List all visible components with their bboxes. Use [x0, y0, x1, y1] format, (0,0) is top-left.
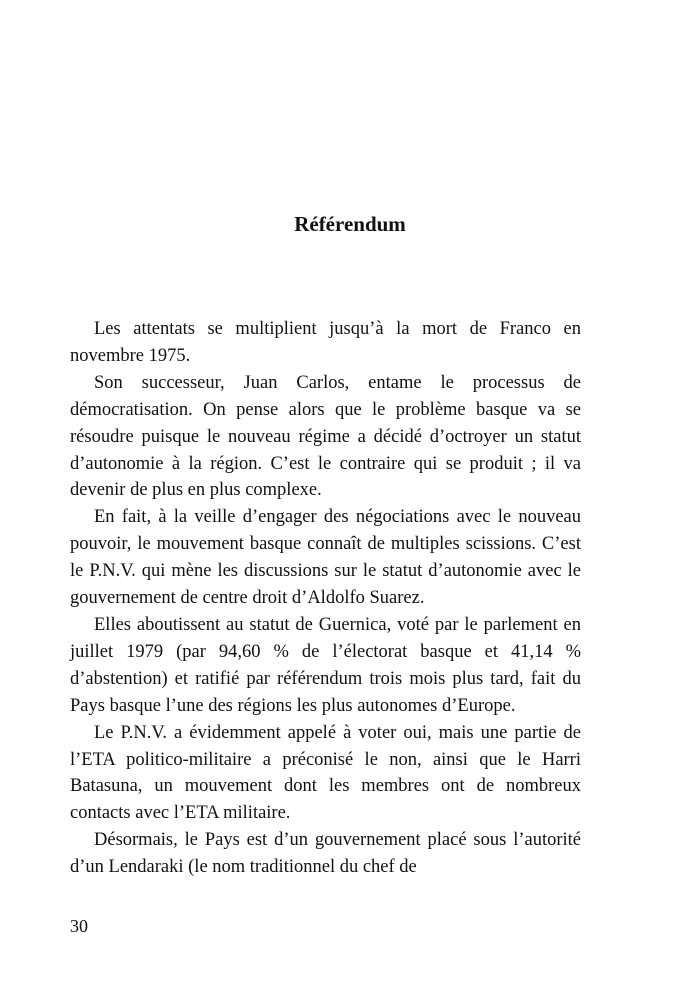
paragraph-2: Son successeur, Juan Carlos, entame le processus de démocratisation. On pense alors que le problème basque va se résoudre puisque le nouveau régime a décidé d’octroyer un statut d’autonomie à la région. C’est le contraire qui se produit ; il va devenir de plus en plus complexe.	[70, 372, 581, 501]
paragraph-3: En fait, à la veille d’engager des négociations avec le nouveau pouvoir, le mouvement basque connaît de multiples scissions. C’est le P.N.V. qui mène les discussions sur le statut d’autonomie avec le gouvernement de centre droit d’Aldolfo Suarez.	[70, 507, 581, 609]
page-number: 30	[70, 916, 88, 936]
paragraph-6: Désormais, le Pays est d’un gouvernement placé sous l’autorité d’un Lendaraki (le nom traditionnel du chef de	[70, 830, 581, 878]
body-text	[70, 316, 581, 881]
chapter-title: Référendum	[294, 212, 406, 236]
paragraph-4: Elles aboutissent au statut de Guernica, voté par le parlement en juillet 1979 (par 94,60 % de l’électorat basque et 41,14 % d’abstention) et ratifié par référendum trois mois plus tard, fait du Pays basque l’une des régions les plus autonomes d’Europe.	[70, 614, 581, 716]
paragraph-1: Les attentats se multiplient jusqu’à la mort de Franco en novembre 1975.	[70, 319, 581, 366]
paragraph-5: Le P.N.V. a évidemment appelé à voter oui, mais une partie de l’ETA politico-militaire a préconisé le non, ainsi que le Harri Batasuna, un mouvement dont les membres ont de nombreux contacts avec l’ETA militaire.	[70, 722, 581, 824]
